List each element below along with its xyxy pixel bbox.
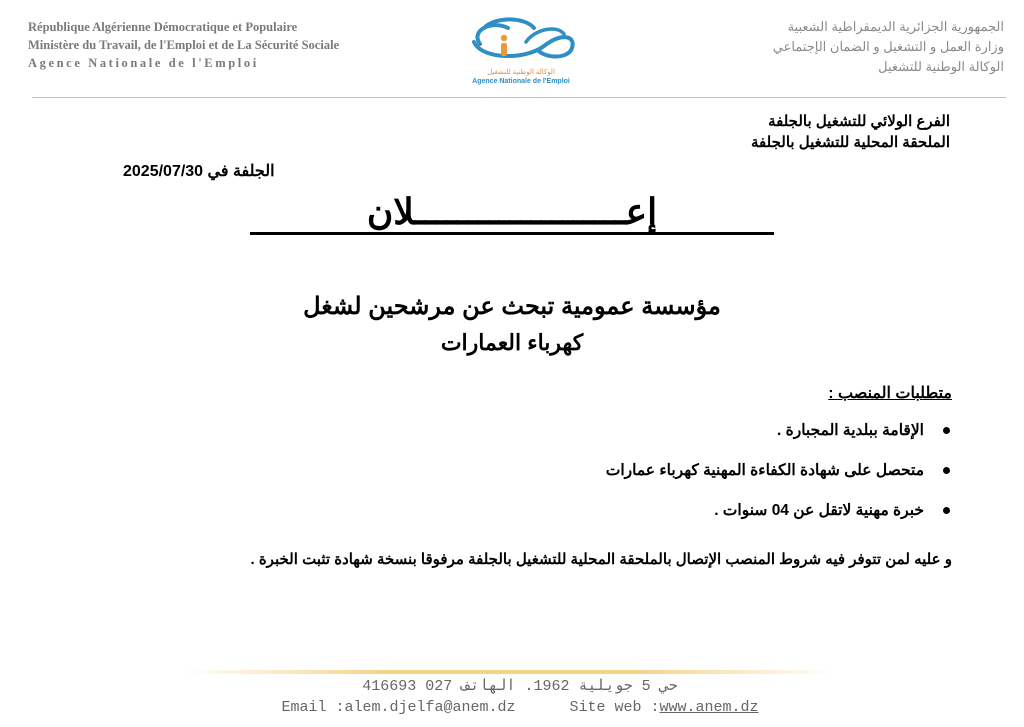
requirement-item (252, 500, 952, 522)
footer-divider (185, 670, 835, 674)
footer-site-label: Site web : (569, 699, 660, 716)
ar-agency-name: الوكالة الوطنية للتشغيل (878, 59, 1004, 74)
branch-info (450, 111, 950, 153)
requirement-text: خبرة مهنية لاتقل عن 04 سنوات . (714, 502, 924, 519)
logo-french-name: Agence Nationale de l'Emploi (472, 78, 570, 85)
requirements-title: متطلبات المنصب : (828, 385, 952, 402)
fr-country-name: République Algérienne Démocratique et Populaire (28, 20, 298, 34)
job-headline: مؤسسة عمومية تبحث عن مرشحين لشغل (303, 293, 721, 320)
footer-address-phone: حي 5 جويلية 1962. الهاتف 027 416693 (362, 678, 678, 695)
requirements-list (252, 420, 952, 540)
bullet-icon (943, 507, 950, 514)
header-divider (32, 97, 1006, 98)
logo-arabic-name: الوكالة الوطنية للتشغيل (487, 69, 555, 76)
anem-logo (452, 12, 590, 92)
requirement-text: متحصل على شهادة الكفاءة المهنية كهرباء عمارات (605, 462, 924, 479)
header-french (28, 18, 339, 72)
job-title: كهرباء العمارات (440, 330, 584, 355)
requirement-text: الإقامة ببلدية المجبارة . (776, 422, 924, 439)
bullet-icon (943, 427, 950, 434)
header-arabic (604, 17, 1004, 77)
footer-email: Email :alem.djelfa@anem.dz (281, 699, 516, 716)
fr-agency-name: Agence Nationale de l'Emploi (28, 56, 259, 70)
footer-web-row (180, 697, 860, 718)
conclusion-text: و عليه لمن تتوفر فيه شروط المنصب الإتصال بالملحقة المحلية للتشغيل بالجلفة مرفوقا بنسخة شهادة تثبت الخبرة . (250, 551, 952, 568)
requirement-item (252, 460, 952, 482)
requirement-item (252, 420, 952, 442)
ar-country-name: الجمهورية الجزائرية الديمقراطية الشعبية (787, 19, 1004, 34)
announcement-title: إعــــــــــــــــــــلان (250, 192, 774, 235)
footer-contact (180, 676, 860, 718)
ar-ministry-name: وزارة العمل و التشغيل و الضمان الإجتماعي (772, 39, 1004, 54)
branch-line-1: الفرع الولائي للتشغيل بالجلفة (768, 113, 950, 130)
anem-logo-icon (452, 12, 590, 68)
document-date: الجلفة في 2025/07/30 (123, 163, 275, 180)
fr-ministry-name: Ministère du Travail, de l'Emploi et de La Sécurité Sociale (28, 38, 340, 52)
bullet-icon (943, 467, 950, 474)
branch-line-2: الملحقة المحلية للتشغيل بالجلفة (751, 134, 950, 151)
footer-site-link[interactable]: www.anem.dz (659, 699, 759, 716)
